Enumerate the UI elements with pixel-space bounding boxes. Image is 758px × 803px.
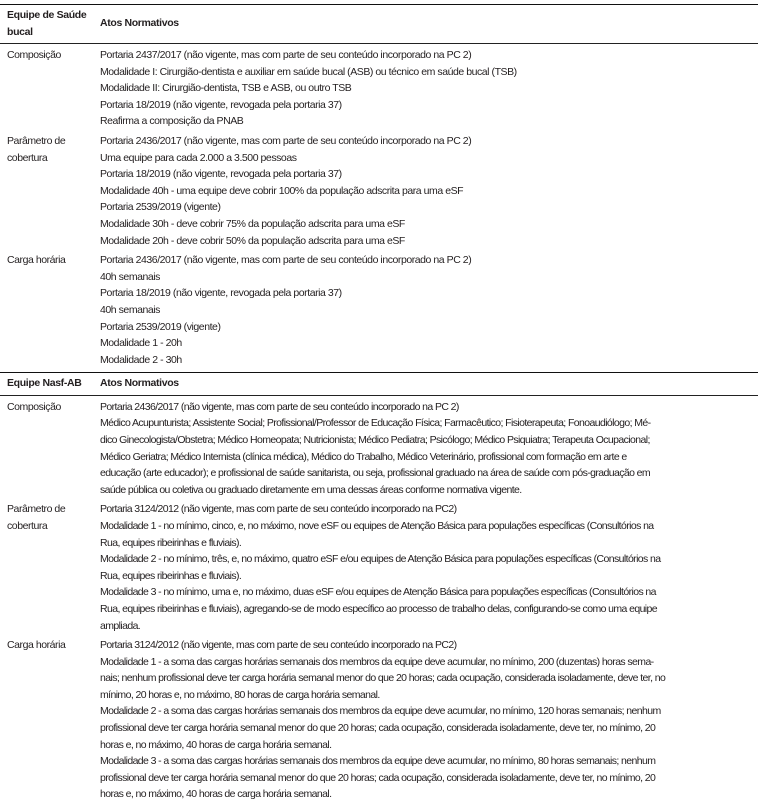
- content-line: ampliada.: [100, 619, 141, 632]
- table-header: [0, 373, 758, 396]
- content-line: Modalidade 2 - a soma das cargas horárias semanais dos membros da equipe deve acumular, no mínimo, 120 horas semanais; nenhum: [100, 705, 661, 718]
- content-line: Portaria 18/2019 (não vigente, revogada pela portaria 37): [100, 98, 342, 111]
- content-line: Portaria 2436/2017 (não vigente, mas com parte de seu conteúdo incorporado na PC 2): [100, 254, 472, 267]
- content-line: Reafirma a composição da PNAB: [100, 115, 244, 128]
- content-line: Uma equipe para cada 2.000 a 3.500 pessoas: [100, 151, 297, 164]
- table-row: [0, 44, 758, 130]
- row-content: [100, 399, 758, 499]
- content-line: dico Ginecologista/Obstetra; Médico Homeopata; Nutricionista; Médico Pediatra; Psicólogo; Médico Psiquiatra; Terapeuta Ocupacional;: [100, 433, 650, 446]
- table-nasf-ab: [0, 372, 758, 803]
- content-line: Portaria 2436/2017 (não vigente, mas com parte de seu conteúdo incorporado na PC 2): [100, 400, 459, 413]
- header-team: Equipe de Saúde bucal: [7, 9, 87, 38]
- content-line: saúde pública ou coletiva ou graduado diretamente em uma dessas áreas conforme normativa vigente.: [100, 483, 522, 496]
- row-content: [100, 47, 758, 130]
- row-content: [100, 133, 758, 249]
- content-line: Portaria 18/2019 (não vigente, revogada pela portaria 37): [100, 287, 342, 300]
- content-line: Modalidade 3 - no mínimo, uma e, no máximo, duas eSF e/ou equipes de Atenção Básica para populações específicas (Consultórios na: [100, 586, 656, 599]
- content-line: Modalidade 30h - deve cobrir 75% da população adscrita para uma eSF: [100, 217, 405, 230]
- content-line: Rua, equipes ribeirinhas e fluviais), agregando-se de modo específico ao processo de trabalho delas, configurando-se como uma equipe: [100, 602, 658, 615]
- table-row: [0, 498, 758, 634]
- content-line: Modalidade 40h - uma equipe deve cobrir 100% da população adscrita para uma eSF: [100, 184, 464, 197]
- row-label: Carga horária: [7, 639, 66, 652]
- content-line: 40h semanais: [100, 270, 160, 283]
- content-line: Modalidade 1 - a soma das cargas horárias semanais dos membros da equipe deve acumular, no mínimo, 200 (duzentas) horas sema-: [100, 655, 654, 668]
- content-line: Portaria 3124/2012 (não vigente, mas com parte de seu conteúdo incorporado na PC2): [100, 503, 457, 516]
- content-line: Portaria 2539/2019 (vigente): [100, 320, 221, 333]
- content-line: Modalidade 20h - deve cobrir 50% da população adscrita para uma eSF: [100, 234, 405, 247]
- row-content: [100, 501, 758, 634]
- content-line: Portaria 2539/2019 (vigente): [100, 201, 221, 214]
- content-line: profissional deve ter carga horária semanal menor do que 20 horas; cada ocupação, considerada isoladamente, deve ter, no mínimo, 20: [100, 722, 656, 735]
- content-line: Portaria 3124/2012 (não vigente, mas com parte de seu conteúdo incorporado na PC2): [100, 639, 457, 652]
- row-content: [100, 637, 758, 803]
- content-line: Rua, equipes ribeirinhas e fluviais).: [100, 569, 242, 582]
- content-line: Modalidade 2 - 30h: [100, 353, 182, 366]
- table-saude-bucal: [0, 4, 758, 368]
- row-label: Parâmetro de cobertura: [7, 134, 66, 164]
- row-content: [100, 252, 758, 368]
- row-label: Parâmetro de cobertura: [7, 503, 66, 532]
- header-acts: Atos Normativos: [100, 17, 179, 30]
- content-line: nais; nenhum profissional deve ter carga horária semanal menor do que 20 horas; cada ocupação, considerada isoladamente, deve ter, no: [100, 672, 666, 685]
- document: [0, 4, 758, 803]
- content-line: profissional deve ter carga horária semanal menor do que 20 horas; cada ocupação, considerada isoladamente, deve ter, no mínimo, 20: [100, 771, 656, 784]
- content-line: Modalidade 3 - a soma das cargas horárias semanais dos membros da equipe deve acumular, no mínimo, 80 horas semanais; nenhum: [100, 755, 656, 768]
- row-label: Composição: [7, 400, 61, 413]
- content-line: Rua, equipes ribeirinhas e fluviais).: [100, 536, 242, 549]
- table-row: [0, 396, 758, 499]
- content-line: Portaria 2437/2017 (não vigente, mas com parte de seu conteúdo incorporado na PC 2): [100, 49, 472, 61]
- content-line: Modalidade I: Cirurgião-dentista e auxiliar em saúde bucal (ASB) ou técnico em saúde bucal (TSB): [100, 65, 517, 78]
- content-line: Portaria 18/2019 (não vigente, revogada pela portaria 37): [100, 168, 342, 181]
- row-label: Carga horária: [7, 254, 66, 267]
- table-header: [0, 5, 758, 44]
- content-line: Modalidade 1 - 20h: [100, 337, 182, 350]
- row-label: Composição: [7, 49, 61, 61]
- content-line: Modalidade 2 - no mínimo, três, e, no máximo, quatro eSF e/ou equipes de Atenção Básica para populações específicas (Consultórios na: [100, 553, 661, 566]
- content-line: Médico Acupunturista; Assistente Social; Profissional/Professor de Educação Física; Farmacêutico; Fisioterapeuta; Fonoaudiólogo; Mé-: [100, 417, 651, 430]
- content-line: Modalidade 1 - no mínimo, cinco, e, no máximo, nove eSF ou equipes de Atenção Básica para populações específicas (Consultórios na: [100, 519, 654, 532]
- content-line: Modalidade II: Cirurgião-dentista, TSB e ASB, ou outro TSB: [100, 82, 352, 95]
- content-line: Portaria 2436/2017 (não vigente, mas com parte de seu conteúdo incorporado na PC 2): [100, 134, 472, 147]
- content-line: horas e, no máximo, 40 horas de carga horária semanal.: [100, 788, 332, 801]
- content-line: 40h semanais: [100, 303, 160, 316]
- header-acts: Atos Normativos: [100, 377, 179, 390]
- content-line: Médico Geriatra; Médico Internista (clínica médica), Médico do Trabalho, Médico Veterinário, profissional com formação em arte e: [100, 450, 627, 463]
- content-line: educação (arte educador); e profissional de saúde sanitarista, ou seja, profissional graduado na área de saúde com pós-graduação em: [100, 467, 651, 480]
- table-row: [0, 249, 758, 368]
- content-line: mínimo, 20 horas e, no máximo, 80 horas de carga horária semanal.: [100, 688, 380, 701]
- content-line: horas e, no máximo, 40 horas de carga horária semanal.: [100, 738, 332, 751]
- header-team: Equipe Nasf-AB: [7, 377, 82, 390]
- table-row: [0, 130, 758, 249]
